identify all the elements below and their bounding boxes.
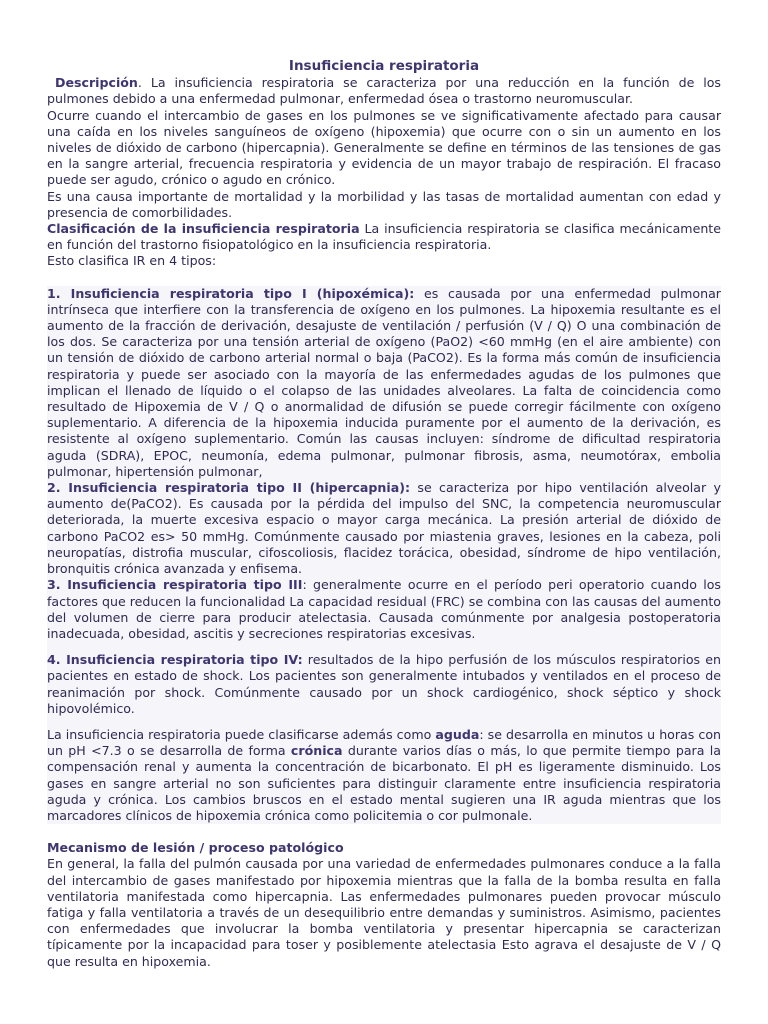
tipo3-label: 3. Insuficiencia respiratoria tipo III: [47, 577, 303, 593]
aguda-cronica-paragraph: La insuficiencia respiratoria puede clasificarse además como aguda: se desarrolla en minutos u horas con un pH <7.3 o se desarrolla de forma crónica durante varios días o más, lo que permite tiempo para la compensación renal y aumenta la concentración de bicarbonato. El pH es ligeramente disminuido. Los gases en sangre arterial no son suficientes para distinguir claramente entre insuficiencia respiratoria aguda y crónica. Los cambios bruscos en el estado mental sugieren una IR aguda mientras que los marcadores clínicos de hipoxemia crónica como policitemia o cor pulmonale.: [47, 726, 722, 823]
descripcion-label: Descripción: [55, 75, 138, 91]
aguda-term: aguda: [435, 726, 480, 742]
tipo3-paragraph: 3. Insuficiencia respiratoria tipo III: generalmente ocurre en el período peri operatorio cuando los factores que reducen la funcionalidad La capacidad residual (FRC) se combina con las causas del aumento del volumen de cierre para producir atelectasia. Causada comúnmente por analgesia postoperatoria inadecuada, obesidad, ascitis y secreciones respiratorias excesivas.: [47, 577, 721, 641]
tipo4-label: 4. Insuficiencia respiratoria tipo IV:: [47, 652, 303, 668]
document-page: [47, 58, 721, 970]
mecanismo-heading: Mecanismo de lesión / proceso patológico: [47, 840, 344, 856]
tipo1-paragraph: 1. Insuficiencia respiratoria tipo I (hipoxémica): es causada por una enfermedad pulmonar intrínseca que interfiere con la transferencia de oxígeno en los pulmones. La hipoxemia resultante es el aumento de la fracción de derivación, desajuste de ventilación / perfusión (V / Q) O una combinación de los dos. Se caracteriza por una tensión arterial de oxígeno (PaO2) <60 mmHg (en el aire ambiente) con un tensión de dióxido de carbono arterial normal o baja (PaCO2). Es la forma más común de insuficiencia respiratoria y puede ser asociado con la mayoría de las enfermedades agudas de los pulmones que implican el llenado de líquido o el colapso de las unidades alveolares. La falta de coincidencia como resultado de Hipoxemia de V / Q o anormalidad de difusión se puede corregir fácilmente con oxígeno suplementario. A diferencia de la hipoxemia inducida puramente por el aumento de la derivación, es resistente al oxígeno suplementario. Común las causas incluyen: síndrome de dificultad respiratoria aguda (SDRA), EPOC, neumonía, edema pulmonar, pulmonar fibrosis, asma, neumotórax, embolia pulmonar, hipertensión pulmonar,: [47, 285, 721, 479]
descripcion-paragraph: Descripción. La insuficiencia respiratoria se caracteriza por una reducción en la función de los pulmones debido a una enfermedad pulmonar, enfermedad ósea o trastorno neuromuscular.: [47, 75, 721, 107]
mortalidad-paragraph: Es una causa importante de mortalidad y la morbilidad y las tasas de mortalidad aumentan con edad y presencia de comorbilidades.: [47, 188, 721, 220]
tipo2-label: 2. Insuficiencia respiratoria tipo II (hipercapnia):: [47, 480, 411, 496]
document-title: Insuficiencia respiratoria: [288, 58, 480, 74]
tipo1-label: 1. Insuficiencia respiratoria tipo I (hipoxémica):: [47, 285, 415, 301]
cronica-term: crónica: [290, 743, 343, 759]
tipos-intro: Esto clasifica IR en 4 tipos:: [47, 253, 217, 269]
mecanismo-paragraph: En general, la falla del pulmón causada por una variedad de enfermedades pulmonares conduce a la falla del intercambio de gases manifestado por hipoxemia mientras que la falla de la bomba resulta en falla ventilatoria manifestada como hipercapnia. Las enfermedades pulmonares pueden provocar músculo fatiga y falla ventilatoria a través de un desequilibrio entre demandas y suministros. Asimismo, pacientes con enfermedades que involucrar la bomba ventilatoria y presentar hipercapnia se caracterizan típicamente por la incapacidad para toser y posiblemente atelectasia Esto agrava el desajuste de V / Q que resulta en hipoxemia.: [47, 856, 721, 969]
tipo4-paragraph: 4. Insuficiencia respiratoria tipo IV: resultados de la hipo perfusión de los músculos respiratorios en pacientes en estado de shock. Los pacientes son generalmente intubados y ventilados en el proceso de reanimación por shock. Comúnmente causado por un shock cardiogénico, shock séptico y shock hipovolémico.: [47, 652, 721, 716]
tipos-section: [47, 286, 721, 825]
clasificacion-paragraph: Clasificación de la insuficiencia respiratoria La insuficiencia respiratoria se clasifica mecánicamente en función del trastorno fisiopatológico en la insuficiencia respiratoria.: [47, 221, 721, 253]
tipo2-paragraph: 2. Insuficiencia respiratoria tipo II (hipercapnia): se caracteriza por hipo ventilación alveolar y aumento de(PaCO2). Es causada por la pérdida del impulso del SNC, la competencia neuromuscular deteriorada, la muerte excesiva espacio o mayor carga mecánica. La presión arterial de dióxido de carbono PaCO2 es> 50 mmHg. Comúnmente causado por miastenia graves, lesiones en la cabeza, poli neuropatías, distrofia muscular, cifoscoliosis, flacidez torácica, obesidad, síndrome de hipo ventilación, bronquitis crónica avanzada y enfisema.: [47, 480, 721, 577]
clasificacion-label: Clasificación de la insuficiencia respiratoria: [47, 221, 360, 237]
intercambio-paragraph: Ocurre cuando el intercambio de gases en los pulmones se ve significativamente afectado para causar una caída en los niveles sanguíneos de oxígeno (hipoxemia) que ocurre con o sin un aumento en los niveles de dióxido de carbono (hipercapnia). Generalmente se define en términos de las tensiones de gas en la sangre arterial, frecuencia respiratoria y evidencia de un mayor trabajo de respiración. El fracaso puede ser agudo, crónico o agudo en crónico.: [47, 107, 721, 188]
